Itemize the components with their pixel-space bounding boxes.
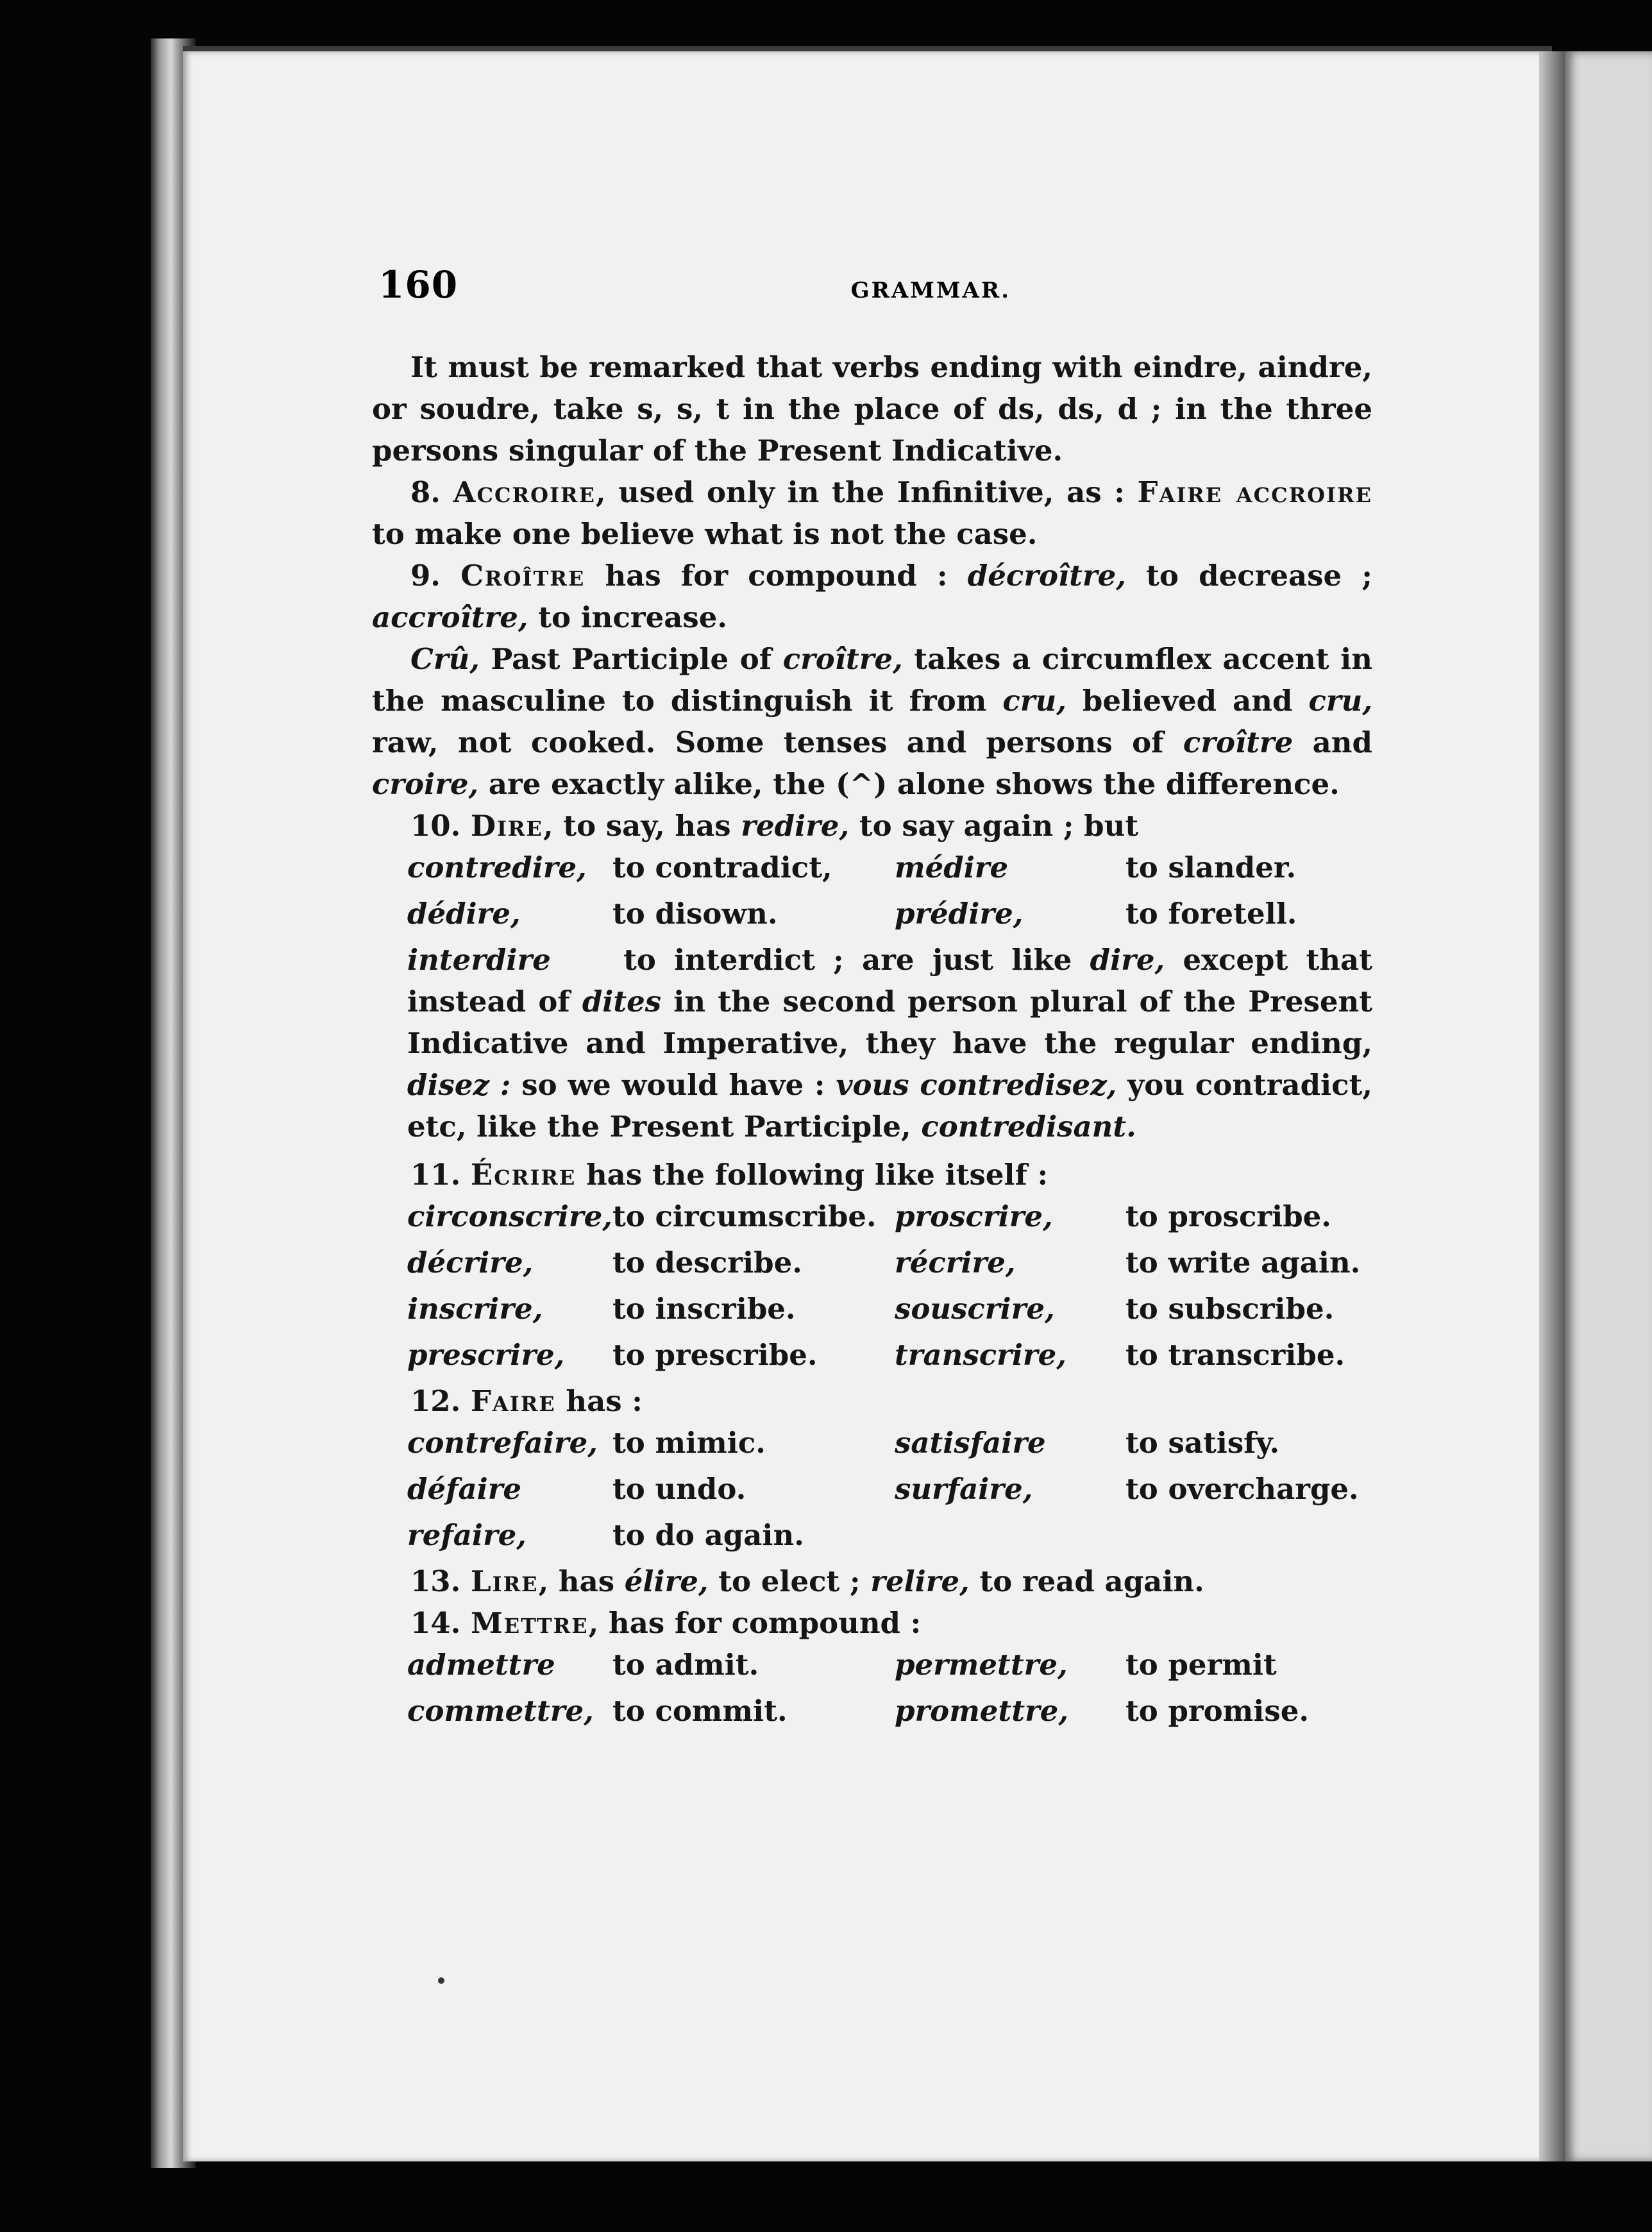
word: contredisant. (921, 1110, 1136, 1144)
verb: contredire, (407, 850, 587, 884)
word: redire, (741, 809, 850, 843)
word: relire, (870, 1564, 970, 1598)
page-body (372, 346, 1372, 1736)
word: dites (582, 985, 662, 1019)
meaning: to describe. (612, 1246, 802, 1280)
verb: souscrire, (895, 1292, 1055, 1326)
verb: refaire, (407, 1518, 527, 1552)
intro-paragraph: It must be remarked that verbs ending with eindre, aindre, or soudre, take s, s, t in the place of ds, ds, d ; in the three persons singular of the Present Indicative. (372, 350, 1372, 468)
headword: Écrire (470, 1158, 577, 1192)
text: and (1293, 725, 1372, 759)
gutter-shadow (1539, 51, 1565, 2161)
meaning: to circumscribe. (612, 1199, 877, 1233)
translation: to make one believe what is not the case. (372, 517, 1038, 551)
page-title: GRAMMAR. (850, 278, 1011, 303)
compound-word: décroître, (967, 559, 1126, 593)
text: Past Participle of (479, 642, 783, 676)
example: Faire accroire (1137, 475, 1372, 509)
facing-page-edge (1565, 51, 1652, 2161)
meaning: to write again. (1125, 1246, 1361, 1280)
verb: commettre, (407, 1694, 594, 1728)
meaning: to foretell. (1125, 897, 1297, 931)
word: croire, (372, 767, 479, 801)
verb: dédire, (407, 897, 521, 931)
verb-row (372, 1422, 1372, 1468)
section-number: 12. (410, 1384, 461, 1418)
word: croître (1183, 725, 1294, 759)
word: élire, (624, 1564, 709, 1598)
headword: Lire (470, 1564, 539, 1598)
compound-word: accroître, (372, 600, 528, 634)
verb: médire (895, 850, 1009, 884)
headword: Crû, (410, 642, 480, 676)
section-number: 10. (410, 809, 461, 843)
headword: Mettre (470, 1606, 589, 1640)
meaning: to permit (1125, 1648, 1277, 1682)
text: , to say, has (543, 809, 741, 843)
verb-row (372, 1196, 1372, 1242)
text: has : (555, 1384, 643, 1418)
text: so we would have : (510, 1068, 836, 1102)
section-9 (372, 555, 1372, 638)
verb-row (372, 893, 1372, 939)
cru-paragraph (372, 638, 1372, 805)
text: to interdict ; are just like (623, 943, 1090, 977)
section-number: 11. (410, 1158, 461, 1192)
verb: contrefaire, (407, 1426, 598, 1460)
meaning: to contradict, (612, 850, 832, 884)
example: vous contredisez, (836, 1068, 1117, 1102)
meaning: to slander. (1125, 850, 1297, 884)
word: dire, (1090, 943, 1165, 977)
meaning: to commit. (612, 1694, 788, 1728)
section-11 (372, 1154, 1372, 1196)
meaning: to inscribe. (612, 1292, 796, 1326)
meaning: to overcharge. (1125, 1472, 1359, 1506)
section-number: 13. (410, 1564, 461, 1598)
section-text: , used only in the Infinitive, as : (595, 475, 1138, 509)
headword: Faire (470, 1384, 556, 1418)
section-14 (372, 1602, 1372, 1644)
verb: prédire, (895, 897, 1024, 931)
text: to read again. (969, 1564, 1204, 1598)
word: croître, (782, 642, 903, 676)
verb: promettre, (895, 1694, 1069, 1728)
word: disez : (407, 1068, 511, 1102)
translation: to increase. (528, 600, 728, 634)
text: , has (538, 1564, 625, 1598)
text: are exactly alike, the (^) alone shows the difference. (478, 767, 1340, 801)
verb: inscrire, (407, 1292, 543, 1326)
translation: to decrease ; (1125, 559, 1372, 593)
headword: Dire (470, 809, 543, 843)
verb-row (372, 1514, 1372, 1560)
verb-row (372, 1334, 1372, 1380)
section-text: has for compound : (585, 559, 968, 593)
section-number: 14. (410, 1606, 461, 1640)
section-10-continuation (372, 939, 1372, 1147)
text: to say again ; but (849, 809, 1139, 843)
section-8 (372, 471, 1372, 555)
meaning: to prescribe. (612, 1338, 818, 1372)
verb: interdire (407, 943, 551, 977)
headword: Accroire (453, 475, 596, 509)
verb-row (372, 1242, 1372, 1288)
meaning: to proscribe. (1125, 1199, 1331, 1233)
text: believed and (1066, 684, 1309, 718)
meaning: to mimic. (612, 1426, 766, 1460)
section-10 (372, 805, 1372, 847)
meaning: to transcribe. (1125, 1338, 1345, 1372)
verb: transcrire, (895, 1338, 1066, 1372)
ink-speck (438, 1977, 444, 1984)
verb-row (372, 1644, 1372, 1690)
text: , has for compound : (588, 1606, 922, 1640)
verb: surfaire, (895, 1472, 1033, 1506)
verb: permettre, (895, 1648, 1068, 1682)
verb: admettre (407, 1648, 555, 1682)
verb: satisfaire (895, 1426, 1046, 1460)
verb-row (372, 1468, 1372, 1514)
verb-row (372, 847, 1372, 893)
verb: défaire (407, 1472, 522, 1506)
verb-row (372, 1288, 1372, 1334)
verb-row (372, 1690, 1372, 1736)
text: except that instead of (407, 943, 1372, 1019)
meaning: to promise. (1125, 1694, 1309, 1728)
word: cru, (1308, 684, 1373, 718)
section-13 (372, 1560, 1372, 1602)
text: in the second person plural of the Present Indicative and Imperative, they have the regular ending, (407, 985, 1372, 1060)
meaning: to do again. (612, 1518, 804, 1552)
headword: Croître (460, 559, 586, 593)
verb: décrire, (407, 1246, 534, 1280)
meaning: to admit. (612, 1648, 759, 1682)
section-number: 8. (410, 475, 441, 509)
word: cru, (1002, 684, 1066, 718)
meaning: to undo. (612, 1472, 746, 1506)
text: has the following like itself : (576, 1158, 1049, 1192)
text: you contradict, etc, like the Present Participle, (407, 1068, 1372, 1144)
section-12 (372, 1380, 1372, 1422)
meaning: to satisfy. (1125, 1426, 1280, 1460)
running-head (378, 263, 1216, 307)
verb: proscrire, (895, 1199, 1053, 1233)
meaning: to subscribe. (1125, 1292, 1335, 1326)
verb: circonscrire, (407, 1199, 612, 1233)
text: takes a circumflex accent in the masculine to distinguish it from (372, 642, 1372, 718)
page-number: 160 (378, 263, 459, 307)
section-number: 9. (410, 559, 441, 593)
text: to elect ; (708, 1564, 871, 1598)
text: raw, not cooked. Some tenses and persons of (372, 725, 1183, 759)
meaning: to disown. (612, 897, 778, 931)
verb: récrire, (895, 1246, 1016, 1280)
verb: prescrire, (407, 1338, 565, 1372)
